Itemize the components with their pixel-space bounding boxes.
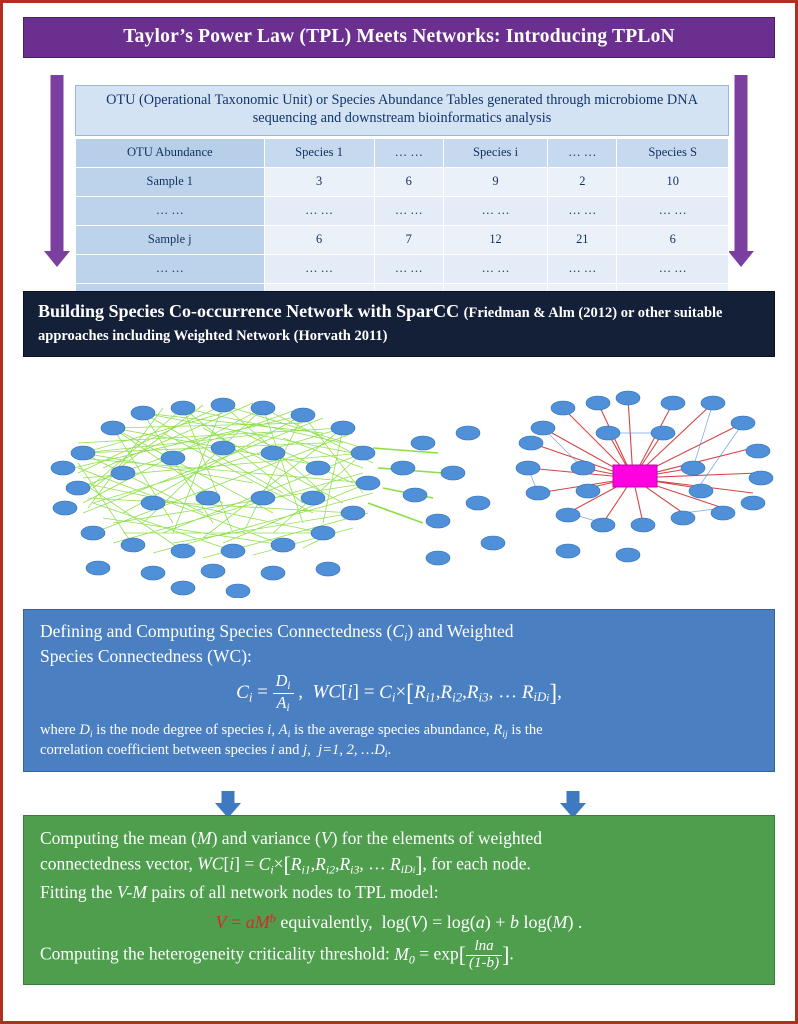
table-row — [76, 254, 729, 283]
figure-inner — [3, 3, 795, 1021]
table-cell: … … — [374, 196, 443, 225]
table-col-header: Species S — [617, 138, 729, 167]
network-header-citation: (Friedman & Alm (2012) or other suitable approaches including Weighted Network (Horvath 2011) — [38, 305, 723, 345]
table-cell: … … — [617, 254, 729, 283]
table-cell: … … — [548, 196, 617, 225]
green-box-line3: Fitting the V-M pairs of all network nodes to TPL model: — [40, 882, 439, 903]
blue-box-note-line2: correlation coefficient between species i and j, j=1, 2, $\dots D_i$. — [40, 741, 392, 760]
table-row — [76, 167, 729, 196]
green-box-line1: Computing the mean (M) and variance (V) for the elements of weighted — [40, 828, 543, 848]
tpl-computation-box — [23, 815, 775, 985]
connectedness-definition-box — [23, 609, 775, 772]
table-cell: 6 — [617, 225, 729, 254]
network-header-main: Building Species Co-occurrence Network with SparCC — [38, 301, 464, 321]
table-cell: … … — [264, 196, 374, 225]
table-row-header: Sample 1 — [76, 167, 265, 196]
table-cell: … … — [264, 254, 374, 283]
right-cluster-blue-edges — [528, 403, 743, 523]
table-cell: 12 — [443, 225, 547, 254]
tpl-equation: $V = aM^b$ equivalently, log(V) = log(a) + b log(M) . — [215, 911, 583, 933]
table-cell: … … — [443, 254, 547, 283]
table-cell: … … — [617, 196, 729, 225]
table-cell: 9 — [443, 167, 547, 196]
table-col-header: Species 1 — [264, 138, 374, 167]
table-col-header: Species i — [443, 138, 547, 167]
right-cluster-edges — [528, 398, 758, 523]
network-figure — [23, 373, 775, 598]
network-graph-svg — [23, 373, 775, 598]
table-row-header: … … — [76, 196, 265, 225]
table-cell: 2 — [548, 167, 617, 196]
blue-box-note: where $D_i$ is the node degree of species i, $A_i$ is the average species abundance, $R_{ij}$ is the correlation coefficient between species i and j, j=1, 2, $\dots D_i$. — [40, 721, 758, 761]
table-row — [76, 196, 729, 225]
table-cell: 7 — [374, 225, 443, 254]
blue-box-line2: Species Connectedness (WC): — [40, 646, 252, 667]
blue-box-line1: Defining and Computing Species Connectedness $(C_i)$ and Weighted — [40, 621, 514, 644]
table-row-header: Sample j — [76, 225, 265, 254]
table-col-header: … … — [548, 138, 617, 167]
table-col-header: OTU Abundance — [76, 138, 265, 167]
network-section-header — [23, 291, 775, 357]
green-box-line2: connectedness vector, $WC[i] = C_i\times[R_{i1},R_{i2},R_{i3}$, … $R_{iDi}$], for each node. — [40, 853, 531, 878]
green-box-line4: Computing the heterogeneity criticality threshold: $M_0 = \exp$[ $\frac{\ln a}{(1-b)}$ ]. — [40, 938, 514, 972]
table-row-header: … … — [76, 254, 265, 283]
otu-abundance-table — [75, 138, 729, 313]
connectedness-formula: $C_i$ = $\frac{D_i}{A_i}$ , $WC[i] = C_i\times[R_{i1},R_{i2},R_{i3}$, … $R_{iDi}$], — [236, 671, 562, 714]
table-cell: 6 — [374, 167, 443, 196]
table-cell: 6 — [264, 225, 374, 254]
otu-table-caption: OTU (Operational Taxonomic Unit) or Species Abundance Tables generated through microbiome DNA sequencing and downstream bioinformatics analysis — [75, 85, 729, 136]
otu-table-block — [75, 85, 729, 313]
table-header-row — [76, 138, 729, 167]
hub-node — [613, 465, 657, 487]
table-cell: 3 — [264, 167, 374, 196]
page-title: Taylor’s Power Law (TPL) Meets Networks: Introducing TPLoN — [23, 17, 775, 58]
table-row — [76, 225, 729, 254]
table-cell: 10 — [617, 167, 729, 196]
table-col-header: … … — [374, 138, 443, 167]
table-cell: 21 — [548, 225, 617, 254]
table-cell: … … — [374, 254, 443, 283]
table-cell: … … — [548, 254, 617, 283]
table-cell: … … — [443, 196, 547, 225]
